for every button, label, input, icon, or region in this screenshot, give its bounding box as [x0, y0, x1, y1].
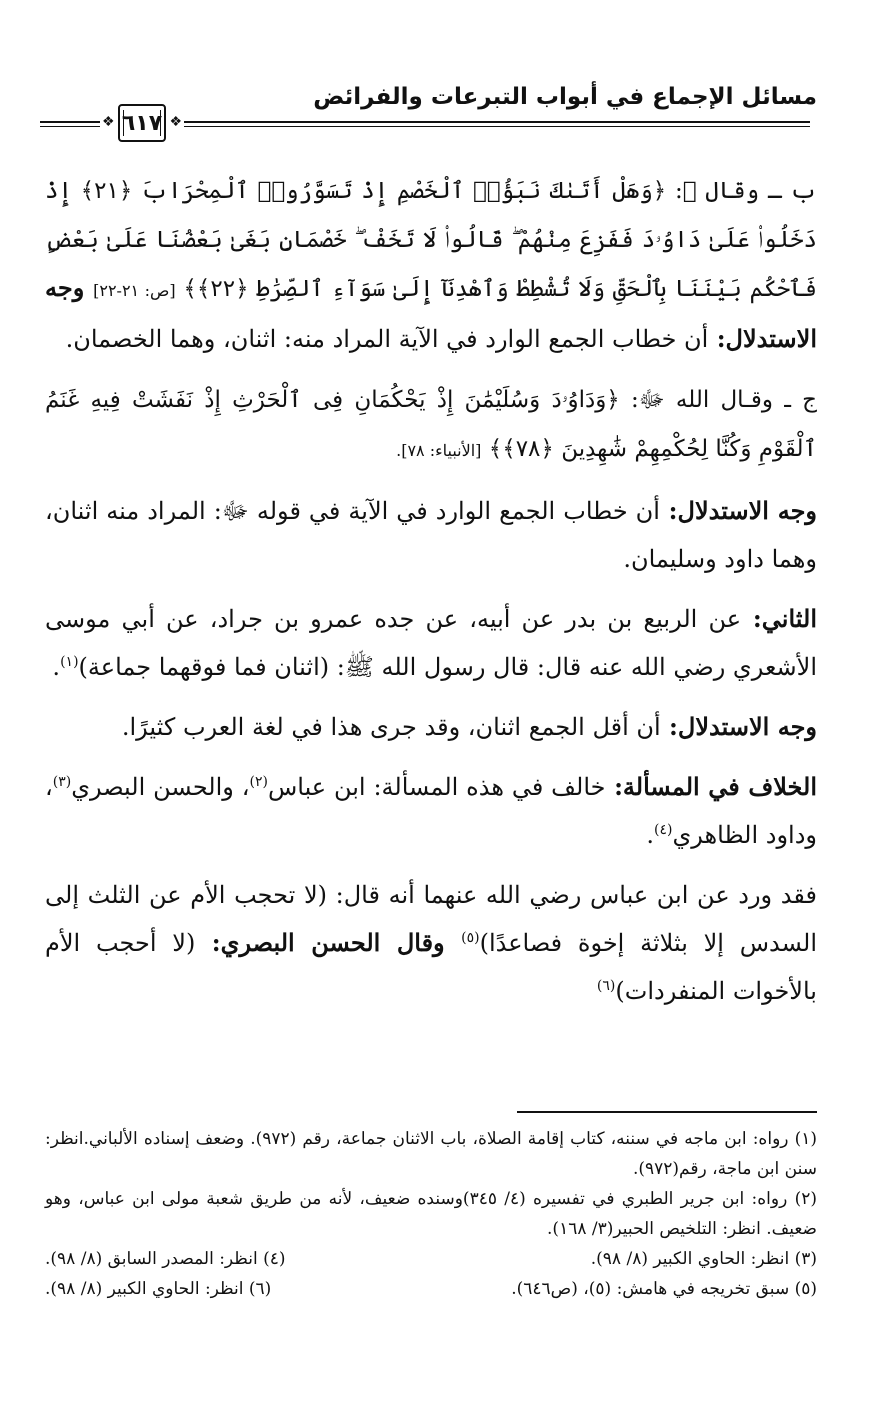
page-number-ornament: [100, 102, 184, 146]
footnote-row: [45, 1244, 817, 1274]
running-header-title: مسائل الإجماع في أبواب التبرعات والفرائض: [313, 84, 817, 110]
section-label: وقال الحسن البصري:: [195, 928, 462, 957]
section-label: الثاني:: [741, 604, 817, 633]
footnote-marker[interactable]: (٢): [249, 774, 268, 790]
paragraph-text: ، وداود الظاهري: [45, 773, 817, 849]
footnote-3: (٣) انظر: الحاوي الكبير (٨/ ٩٨).: [590, 1249, 817, 1269]
punctuation: .: [52, 653, 61, 681]
footnote-6: (٦) انظر: الحاوي الكبير (٨/ ٩٨).: [45, 1279, 272, 1299]
quran-quote: ب ـ وقال ﷻ: ﴿وَهَلْ أَتَىٰكَ نَبَؤُا۟ ٱلْخَصْمِ إِذْ تَسَوَّرُوا۟ ٱلْمِحْرَابَ ﴿٢١﴾ إِذْ دَخَلُوا۟ عَلَىٰ دَاوُۥدَ فَفَزِعَ مِنْهُمْ ۖ قَالُوا۟ لَا تَخَفْ ۖ خَصْمَانِ بَغَىٰ بَعْضُنَا عَلَىٰ بَعْضٍ فَٱحْكُم بَيْنَنَا بِٱلْحَقِّ وَلَا تُشْطِطْ وَٱهْدِنَآ إِلَىٰ سَوَآءِ ٱلصِّرَٰطِ ﴿٢٢﴾﴾: [45, 178, 817, 302]
quran-quote: ج ـ وقـال الله ﷻ: ﴿وَدَاوُۥدَ وَسُلَيْمَٰنَ إِذْ يَحْكُمَانِ فِى ٱلْحَرْثِ إِذْ نَفَشَتْ فِيهِ غَنَمُ ٱلْقَوْمِ وَكُنَّا لِحُكْمِهِمْ شَٰهِدِينَ ﴿٧٨﴾﴾: [45, 387, 817, 462]
paragraph-text: فقد ورد عن ابن عباس رضي الله عنهما أنه قال: (لا تحجب الأم عن الثلث إلى السدس إلا بثلاثة إخوة فصاعدًا): [45, 881, 818, 957]
paragraph-text: أن أقل الجمع اثنان، وقد جرى هذا في لغة العرب كثيرًا.: [121, 713, 661, 741]
verse-reference: [ص: ٢١-٢٢]: [93, 281, 176, 300]
paragraph-text: عن الربيع بن بدر عن أبيه، عن جده عمرو بن جراد، عن أبي موسى الأشعري رضي الله عنه قال: قال رسول الله ﷺ: (اثنان فما فوقهما جماعة): [45, 605, 817, 681]
paragraph-verse-sad: [45, 166, 817, 363]
footnote-marker[interactable]: (٣): [52, 774, 72, 790]
footnote-5: (٥) سبق تخريجه في هامش: (٥)، (ص٦٤٦).: [511, 1279, 817, 1299]
footnote-marker[interactable]: (٤): [654, 822, 673, 838]
page-number: ٦١٧: [118, 104, 166, 142]
paragraph-verse-anbiya: [45, 375, 817, 475]
paragraph-text: (لا أحجب الأم بالأخوات المنفردات): [45, 929, 817, 1005]
footnote-marker[interactable]: (١): [60, 654, 79, 670]
footnote-marker[interactable]: (٥): [461, 930, 480, 946]
punctuation: .: [646, 821, 655, 849]
section-label: وجه الاستدلال:: [45, 273, 817, 353]
paragraph-text: أن خطاب الجمع الوارد في الآية المراد منه: اثنان، وهما الخصمان.: [65, 325, 709, 353]
footnote-marker[interactable]: (٦): [596, 978, 616, 994]
main-text: [45, 166, 817, 1015]
paragraph-inference-2: [45, 487, 817, 583]
footnote-row: [45, 1274, 817, 1304]
footnote-4: (٤) انظر: المصدر السابق (٨/ ٩٨).: [45, 1249, 286, 1269]
paragraph-text: ، والحسن البصري: [71, 773, 250, 801]
ornament-right-icon: ❖: [169, 114, 182, 130]
footnotes: [45, 1124, 817, 1304]
paragraph-disagreement: [45, 763, 817, 859]
paragraph-text: أن خطاب الجمع الوارد في الآية في قوله ﷻ: المراد منه اثنان، وهما داود وسليمان.: [45, 497, 817, 573]
section-label: وجه الاستدلال:: [659, 496, 817, 525]
footnote-2: (٢) رواه: ابن جرير الطبري في تفسيره (٤/ ٣٤٥)وسنده ضعيف، لأنه من طريق شعبة مولى ابن عباس، وهو ضعيف. انظر: التلخيص الحبير(٣/ ١٦٨).: [45, 1189, 817, 1239]
paragraph-inference-3: [45, 703, 817, 751]
section-label: وجه الاستدلال:: [660, 712, 817, 741]
section-label: الخلاف في المسألة:: [605, 772, 817, 801]
footnote-separator: [517, 1111, 817, 1113]
footnote-1: (١) رواه: ابن ماجه في سننه، كتاب إقامة الصلاة، باب الاثنان جماعة، رقم (٩٧٢). وضعف إسناده الألباني.انظر: سنن ابن ماجة، رقم(٩٧٢).: [45, 1129, 817, 1179]
paragraph-ibn-abbas: [45, 871, 817, 1015]
paragraph-hadith: [45, 595, 817, 691]
ornament-left-icon: ❖: [102, 114, 115, 130]
paragraph-text: خالف في هذه المسألة: ابن عباس: [267, 773, 606, 801]
verse-reference: [الأنبياء: ٧٨].: [396, 441, 482, 460]
